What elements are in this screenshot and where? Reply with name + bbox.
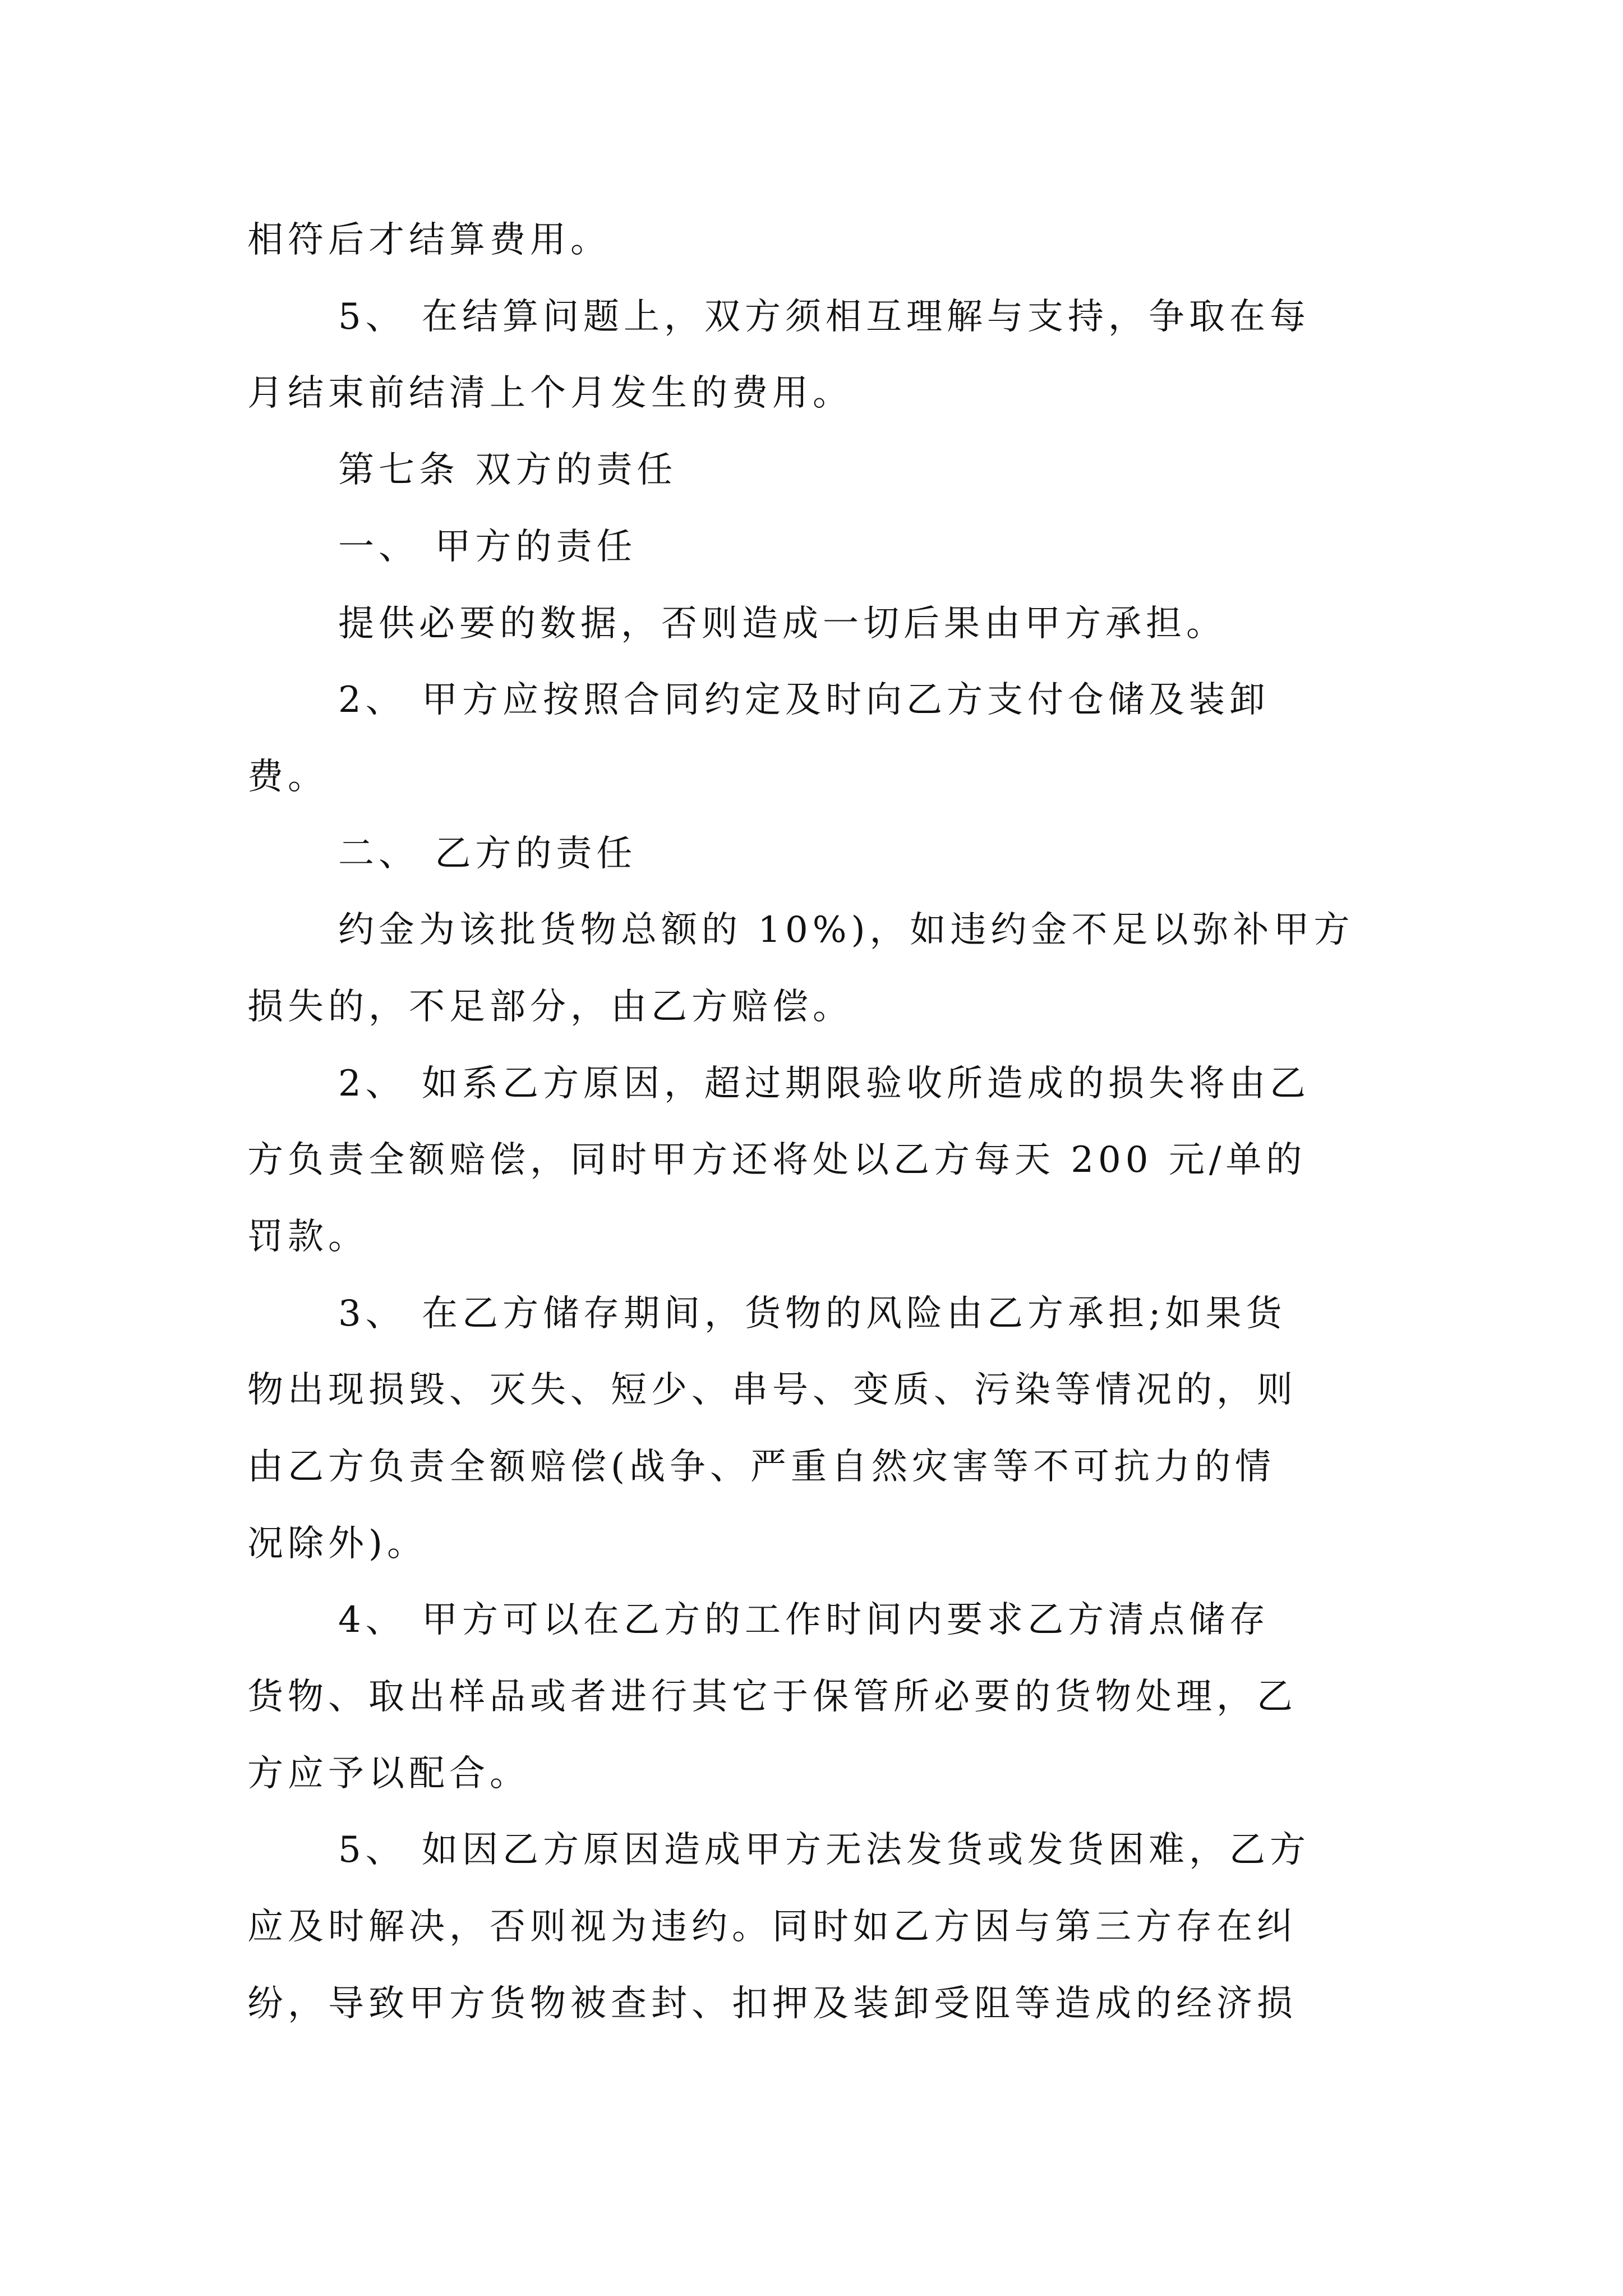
text-line: 5、 如因乙方原因造成甲方无法发货或发货困难，乙方 xyxy=(338,1829,1311,1871)
subsection-heading: 一、 甲方的责任 xyxy=(338,526,637,568)
text-line: 罚款。 xyxy=(247,1216,368,1258)
text-line: 应及时解决，否则视为违约。同时如乙方因与第三方存在纠 xyxy=(247,1906,1297,1948)
text-line: 货物、取出样品或者进行其它于保管所必要的货物处理，乙 xyxy=(247,1676,1297,1718)
text-line: 提供必要的数据，否则造成一切后果由甲方承担。 xyxy=(338,603,1227,645)
text-line: 月结束前结清上个月发生的费用。 xyxy=(247,372,853,414)
text-line: 相符后才结算费用。 xyxy=(247,219,611,261)
section-heading: 第七条 双方的责任 xyxy=(338,449,677,491)
text-line: 损失的，不足部分，由乙方赔偿。 xyxy=(247,986,853,1028)
subsection-heading: 二、 乙方的责任 xyxy=(338,833,637,875)
text-line: 方应予以配合。 xyxy=(247,1753,530,1795)
text-line: 4、 甲方可以在乙方的工作时间内要求乙方清点储存 xyxy=(338,1599,1270,1641)
text-line: 由乙方负责全额赔偿(战争、严重自然灾害等不可抗力的情 xyxy=(247,1446,1275,1488)
text-line: 况除外)。 xyxy=(247,1523,427,1565)
text-line: 约金为该批货物总额的 10%)，如违约金不足以弥补甲方 xyxy=(338,909,1354,951)
text-line: 5、 在结算问题上，双方须相互理解与支持，争取在每 xyxy=(338,296,1311,338)
text-line: 纷，导致甲方货物被查封、扣押及装卸受阻等造成的经济损 xyxy=(247,1983,1297,2024)
text-line: 2、 甲方应按照合同约定及时向乙方支付仓储及装卸 xyxy=(338,679,1270,721)
text-line: 费。 xyxy=(247,756,328,798)
text-line: 3、 在乙方储存期间，货物的风险由乙方承担;如果货 xyxy=(338,1293,1287,1335)
text-line: 方负责全额赔偿，同时甲方还将处以乙方每天 200 元/单的 xyxy=(247,1139,1307,1181)
text-line: 2、 如系乙方原因，超过期限验收所造成的损失将由乙 xyxy=(338,1063,1311,1105)
text-line: 物出现损毁、灭失、短少、串号、变质、污染等情况的，则 xyxy=(247,1369,1297,1411)
